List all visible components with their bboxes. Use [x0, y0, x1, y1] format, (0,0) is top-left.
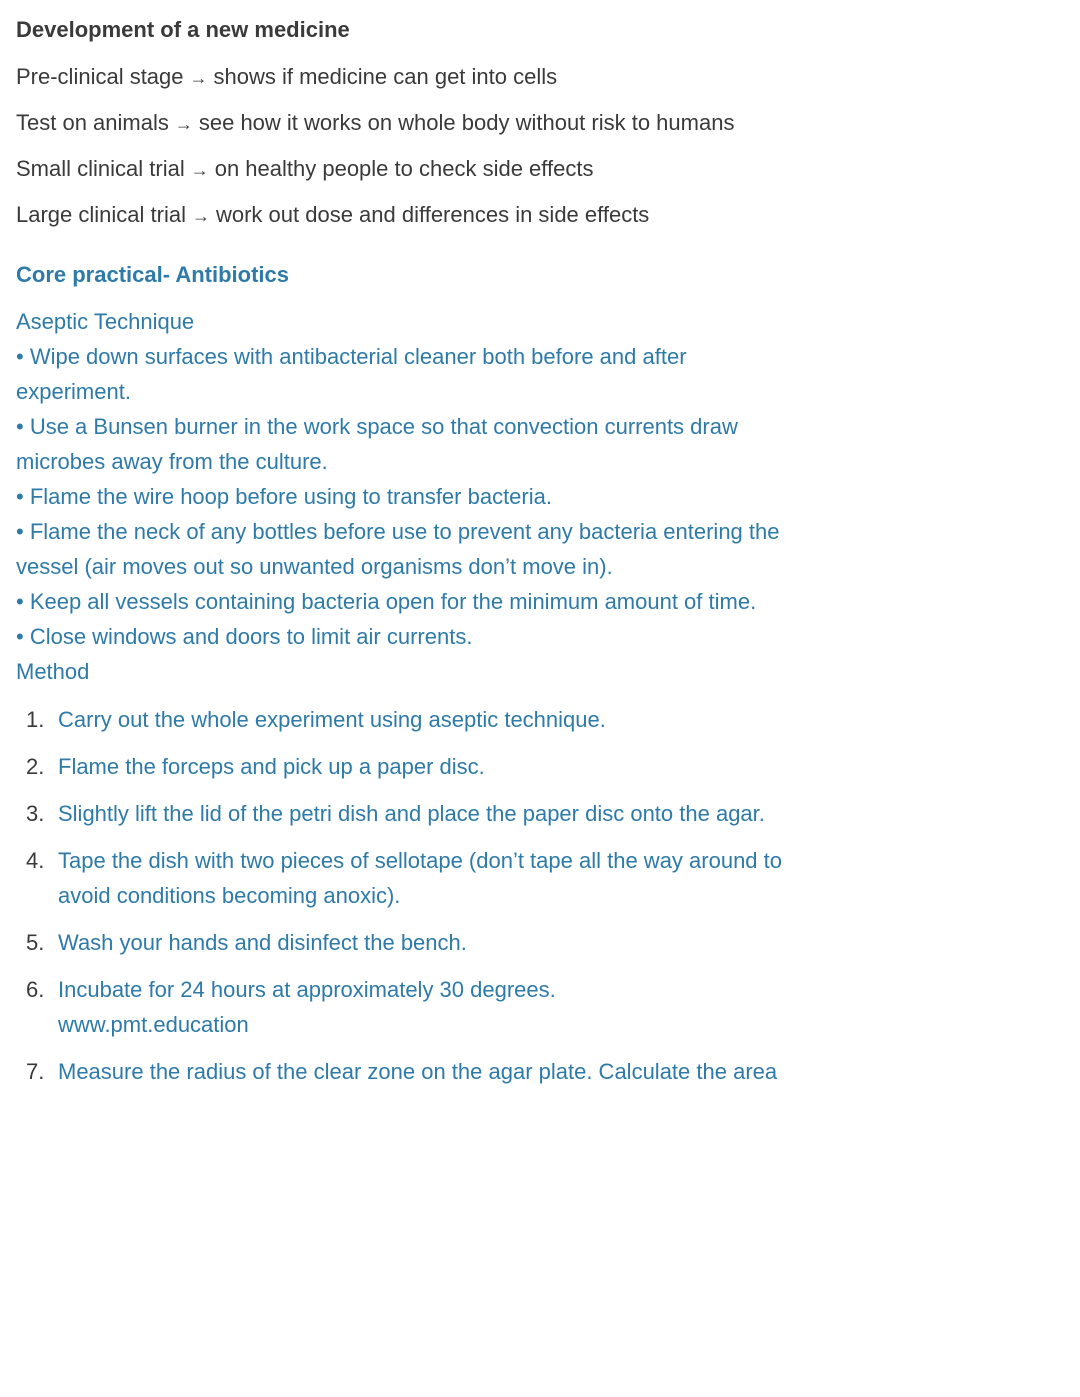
bullet-line: • Use a Bunsen burner in the work space so that convection currents draw: [16, 414, 738, 439]
bullet-line: • Close windows and doors to limit air currents.: [16, 624, 473, 649]
step-number: 7.: [26, 1059, 45, 1084]
stage-row: [16, 200, 649, 231]
stage-description: work out dose and differences in side effects: [215, 202, 650, 227]
step-number: 2.: [26, 754, 45, 779]
step-text: Slightly lift the lid of the petri dish and place the paper disc onto the agar.: [58, 801, 765, 826]
stage-row: [16, 108, 734, 139]
right-arrow-icon: →: [174, 114, 193, 134]
stage-name: Small clinical trial: [16, 156, 185, 181]
step-number: 4.: [26, 848, 45, 873]
right-arrow-icon: →: [191, 206, 210, 226]
step-text: Incubate for 24 hours at approximately 30 degrees.: [58, 977, 556, 1002]
stage-description: see how it works on whole body without risk to humans: [198, 110, 735, 135]
bullet-line: • Wipe down surfaces with antibacterial cleaner both before and after: [16, 344, 687, 369]
stage-row: [16, 62, 557, 93]
bullet-line: microbes away from the culture.: [16, 449, 328, 474]
step-number: 1.: [26, 707, 45, 732]
step-text: Wash your hands and disinfect the bench.: [58, 930, 467, 955]
stage-row: [16, 154, 593, 185]
aseptic-heading: Aseptic Technique: [16, 309, 195, 334]
step-number: 3.: [26, 801, 45, 826]
development-title: Development of a new medicine: [16, 17, 350, 42]
step-text: Tape the dish with two pieces of sellotape (don’t tape all the way around to: [58, 848, 783, 873]
stage-name: Pre-clinical stage: [16, 64, 184, 89]
bullet-line: experiment.: [16, 379, 131, 404]
stage-description: shows if medicine can get into cells: [213, 64, 558, 89]
bullet-line: vessel (air moves out so unwanted organisms don’t move in).: [16, 554, 613, 579]
right-arrow-icon: →: [190, 160, 209, 180]
core-practical-heading: Core practical- Antibiotics: [16, 262, 290, 287]
stage-name: Large clinical trial: [16, 202, 186, 227]
stage-name: Test on animals: [16, 110, 169, 135]
step-number: 5.: [26, 930, 45, 955]
method-heading: Method: [16, 659, 90, 684]
bullet-line: • Flame the wire hoop before using to transfer bacteria.: [16, 484, 552, 509]
step-text: Measure the radius of the clear zone on the agar plate. Calculate the area: [58, 1059, 778, 1084]
step-text: Carry out the whole experiment using aseptic technique.: [58, 707, 606, 732]
stage-description: on healthy people to check side effects: [214, 156, 594, 181]
bullet-line: • Flame the neck of any bottles before use to prevent any bacteria entering the: [16, 519, 780, 544]
right-arrow-icon: →: [189, 68, 208, 88]
source-url: www.pmt.education: [58, 1012, 249, 1037]
step-text: Flame the forceps and pick up a paper disc.: [58, 754, 485, 779]
step-text-continued: avoid conditions becoming anoxic).: [58, 883, 401, 908]
step-number: 6.: [26, 977, 45, 1002]
bullet-line: • Keep all vessels containing bacteria open for the minimum amount of time.: [16, 589, 757, 614]
